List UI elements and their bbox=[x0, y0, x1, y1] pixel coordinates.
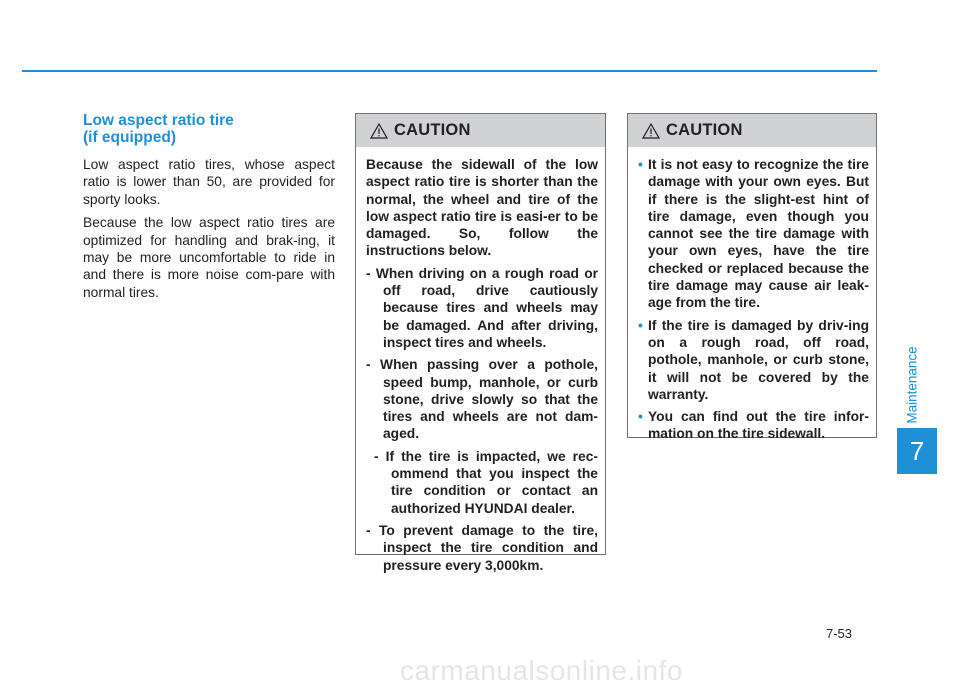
bullet-dot-icon: • bbox=[638, 409, 643, 425]
caution-title: CAUTION bbox=[394, 121, 471, 139]
section-heading bbox=[83, 112, 335, 146]
caution-bullet-text: If the tire is damaged by driv-ing on a rough road, off road, pothole, manhole, or curb stone, it will not be covered by the warranty. bbox=[648, 317, 869, 402]
warning-triangle-icon bbox=[370, 123, 388, 139]
caution-intro: Because the sidewall of the low aspect ratio tire is shorter than the normal, the wheel and tire of the low aspect ratio tire is easi-er to be damaged. So, follow the instructions below. bbox=[366, 157, 598, 259]
heading-line-1: Low aspect ratio tire bbox=[83, 112, 234, 129]
body-paragraph: Low aspect ratio tires, whose aspect ratio is lower than 50, are provided for sporty looks. bbox=[83, 157, 335, 207]
main-column bbox=[83, 112, 335, 307]
caution-bullet bbox=[638, 408, 869, 443]
caution-header bbox=[356, 114, 605, 147]
chapter-label: Maintenance bbox=[904, 346, 920, 424]
chapter-tab: 7 bbox=[897, 428, 937, 474]
page-number: 7-53 bbox=[826, 626, 853, 641]
caution-box-sidewall bbox=[355, 113, 606, 573]
caution-item: - If the tire is impacted, we rec-ommend that you inspect the tire condition or contact an authorized HYUNDAI dealer. bbox=[374, 448, 598, 516]
caution-box-damage bbox=[627, 113, 877, 442]
caution-body bbox=[356, 147, 605, 589]
warning-triangle-icon bbox=[642, 123, 660, 139]
caution-body bbox=[628, 147, 876, 458]
caution-bullet bbox=[638, 317, 869, 403]
caution-header bbox=[628, 114, 876, 147]
body-paragraph: Because the low aspect ratio tires are optimized for handling and brak-ing, it may be more uncomfortable to ride in and there is more noise com-pare with normal tires. bbox=[83, 215, 335, 300]
bullet-dot-icon: • bbox=[638, 157, 643, 172]
bullet-dot-icon: • bbox=[638, 317, 643, 333]
heading-line-2: (if equipped) bbox=[83, 129, 176, 146]
caution-bullet bbox=[638, 156, 869, 312]
caution-bullet-text: It is not easy to recognize the tire damage with your own eyes. But if there is the slight-est hint of tire damage, even though you cannot see the tire damage with your own eyes, have the tire checked or replaced because the tire damage may cause air leak-age from the tire. bbox=[648, 157, 869, 311]
caution-item: - When passing over a pothole, speed bump, manhole, or curb stone, drive slowly so that the tires and wheels are not dam-aged. bbox=[366, 357, 598, 442]
caution-bullet-text: You can find out the tire infor-mation on the tire sidewall. bbox=[648, 409, 869, 442]
caution-item: - To prevent damage to the tire, inspect the tire condition and pressure every 3,000km. bbox=[366, 522, 598, 573]
caution-title: CAUTION bbox=[666, 121, 743, 139]
top-rule bbox=[22, 70, 877, 72]
watermark: carmanualsonline.info bbox=[400, 655, 683, 686]
chapter-side-label bbox=[892, 340, 932, 430]
caution-item: - When driving on a rough road or off road, drive cautiously because tires and wheels may be damaged. And after driving, inspect tires and wheels. bbox=[366, 265, 598, 350]
